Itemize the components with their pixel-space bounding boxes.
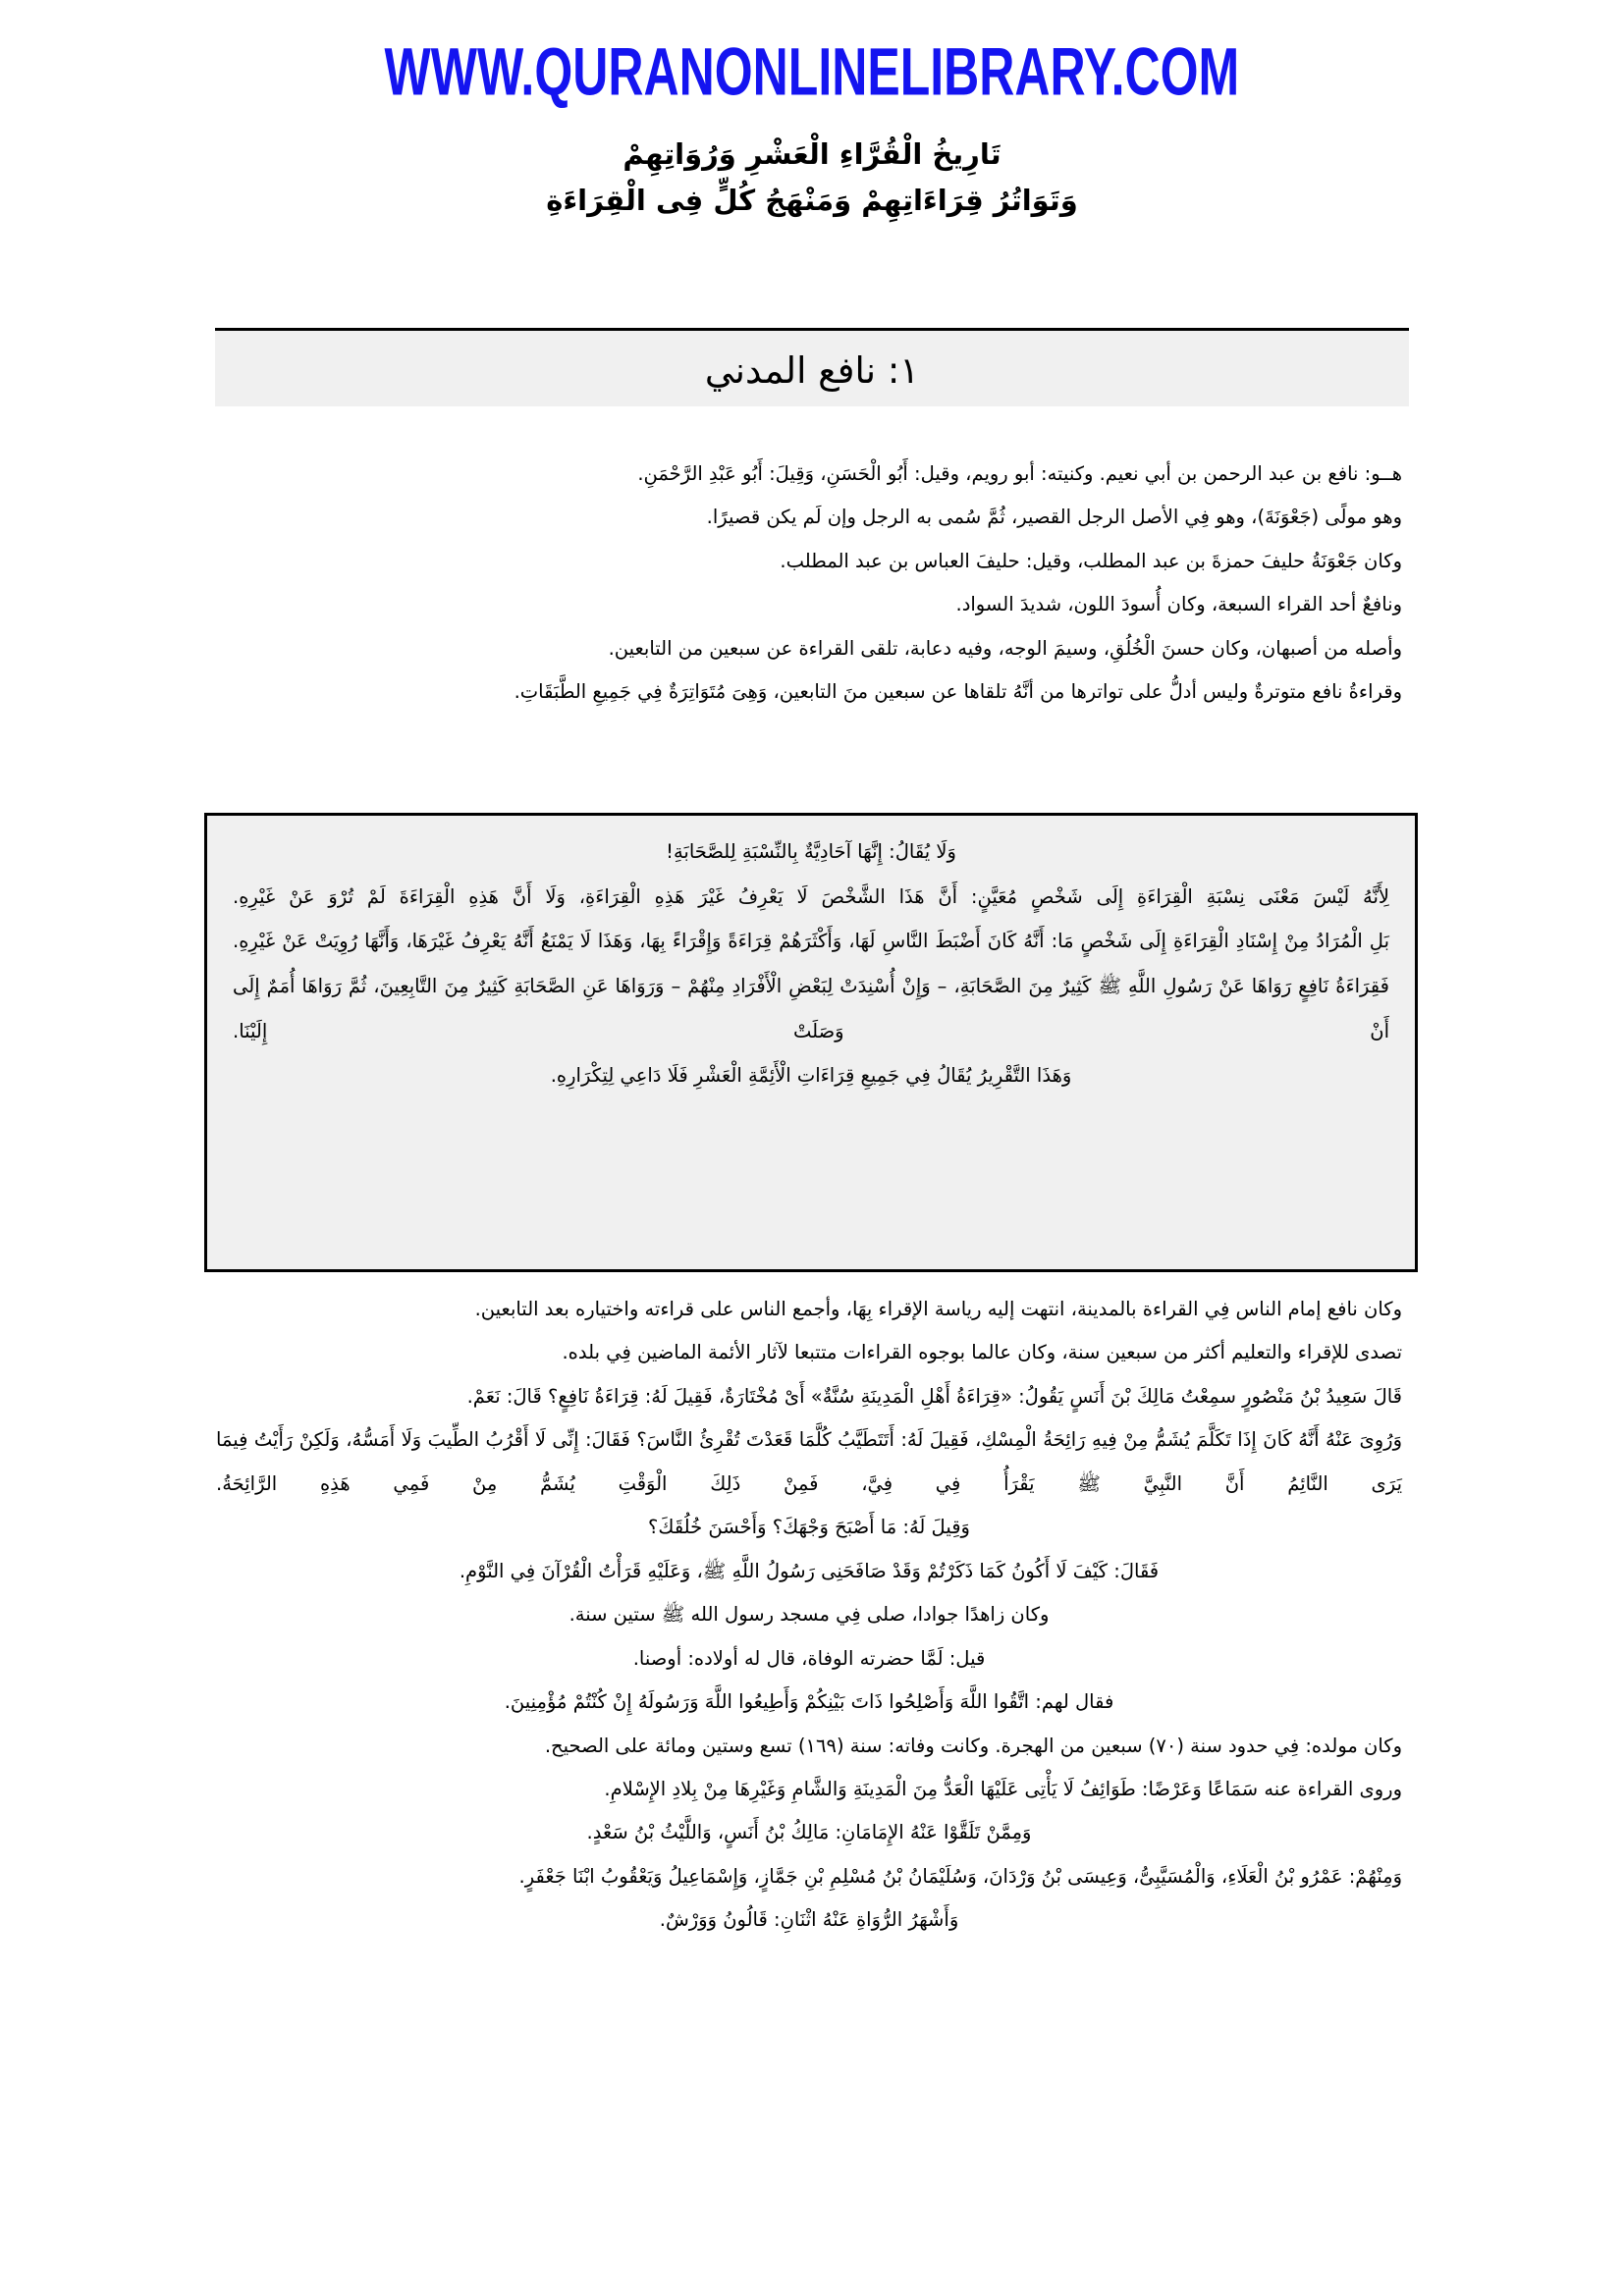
- paragraph: وَرُوِىَ عَنْهُ أَنَّهُ كَانَ إِذَا تَكَلَّمَ يُشَمُّ مِنْ فِيهِ رَائِحَةُ الْمِسْكِ، فَقِيلَ لَهُ: أَتَتَطَيَّبُ كُلَّمَا قَعَدْتَ تُقْرِئُ النَّاسَ؟ فَقَالَ: إِنِّى لَا أَقْرُبُ الطِّيبَ وَلَا أَمَسُّهُ، وَلَكِنْ رَأَيْتُ فِيمَا يَرَى النَّائِمُ أَنَّ النَّبِيَّ ﷺ يَقْرَأُ فِي فِيَّ، فَمِنْ ذَلِكَ الْوَقْتِ يُشَمُّ مِنْ فَمِي هَذِهِ الرَّائِحَةُ.: [216, 1428, 1402, 1495]
- paragraph: وَمِنْهُمْ: عَمْرُو بْنُ الْعَلَاءِ، وَالْمُسَيَّبِىُّ، وَعِيسَى بْنُ وَرْدَانَ، وَسُلَيْمَانُ بْنُ مُسْلِمِ بْنِ جَمَّازٍ، وَإِسْمَاعِيلُ وَيَعْقُوبُ ابْنَا جَعْفَرٍ.: [518, 1864, 1402, 1888]
- paragraph: وَقِيلَ لَهُ: مَا أَصْبَحَ وَجْهَكَ؟ وَأَحْسَنَ خُلُقَكَ؟: [648, 1516, 970, 1539]
- note-paragraph: وَهَذَا التَّقْرِيرُ يُقَالُ فِي جَمِيعِ قِرَاءَاتِ الْأَئِمَّةِ الْعَشْرِ فَلَا دَاعِي لِتِكْرَارِهِ.: [550, 1064, 1072, 1088]
- chapter-header-band: [215, 328, 1409, 406]
- paragraph: وقراءةُ نافع متوترةٌ وليس أدلُّ على تواترها من أنَّهُ تلقاها عن سبعين منَ التابعين، وَهِىَ مُتَوَاتِرَةٌ فِي جَمِيعِ الطَّبَقَاتِ.: [514, 680, 1402, 704]
- note-box-content: [207, 816, 1415, 1108]
- note-box: [204, 813, 1418, 1272]
- chapter-heading: ١: نافع المدني: [704, 349, 920, 392]
- paragraph: وكان نافع إمام الناس فِي القراءة بالمدينة، انتهت إليه رياسة الإقراء بِهَا، وأجمع الناس على قراءته واختياره بعد التابعين.: [474, 1298, 1402, 1320]
- note-paragraph: بَلِ الْمُرَادُ مِنْ إِسْنَادِ الْقِرَاءَةِ إِلَى شَخْصٍ مَا: أَنَّهُ كَانَ أَضْبَطَ النَّاسِ لَهَا، وَأَكْثَرَهُمْ قِرَاءَةً وَإِقْرَاءً بِهَا، وَهَذَا لَا يَمْنَعُ أَنَّهُ يَعْرِفُ غَيْرَهَا، وَأَنَّهَا رُوِيَتْ عَنْ غَيْرِهِ.: [233, 930, 1389, 953]
- paragraph: فقال لهم: اتَّقُوا اللَّهَ وَأَصْلِحُوا ذَاتَ بَيْنِكُمْ وَأَطِيعُوا اللَّهَ وَرَسُولَهُ إِنْ كُنْتُمْ مُؤْمِنِينَ.: [504, 1690, 1114, 1714]
- site-url-text: WWW.QURANONLINELIBRARY.COM: [384, 33, 1240, 110]
- document-title-line-1: تَارِيخُ الْقُرَّاءِ الْعَشْرِ وَرُوَاتِهِمْ: [623, 137, 1001, 171]
- paragraph: وكان زاهدًا جوادا، صلى فِي مسجد رسول الله ﷺ ستين سنة.: [568, 1603, 1050, 1627]
- note-paragraph: فَقِرَاءَةُ نَافِعٍ رَوَاهَا عَنْ رَسُولِ اللَّهِ ﷺ كَثِيرٌ مِنَ الصَّحَابَةِ، – وَإِنْ أُسْنِدَتْ لِبَعْضِ الْأَفْرَادِ مِنْهُمْ – وَرَوَاهَا عَنِ الصَّحَابَةِ كَثِيرٌ مِنَ التَّابِعِينَ، ثُمَّ رَوَاهَا أُمَمٌ إِلَى أَنْ وَصَلَتْ إِلَيْنَا.: [233, 974, 1389, 1042]
- paragraph: تصدى للإقراء والتعليم أكثر من سبعين سنة، وكان عالما بوجوه القراءات متتبعا لآثار الأئمة الماضين فِي بلده.: [562, 1341, 1402, 1364]
- paragraph: وهو مولًى (جَعْوَنَةَ)، وهو فِي الأصل الرجل القصير، ثُمَّ سُمى به الرجل وإن لَم يكن قصيرًا.: [706, 506, 1402, 529]
- paragraph: قَالَ سَعِيدُ بْنُ مَنْصُورٍ سمِعْتُ مَالِكَ بْنَ أَنَسٍ يَقُولُ: «قِرَاءَةُ أَهْلِ الْمَدِينَةِ سُنَّةٌ» أَىْ مُخْتَارَةٌ، فَقِيلَ لَهُ: قِرَاءَةُ نَافِعٍ؟ قَالَ: نَعَمْ.: [466, 1384, 1402, 1408]
- paragraph: قيل: لَمَّا حضرته الوفاة، قال له أولاده: أوصنا.: [632, 1646, 986, 1670]
- paragraph: وأصله من أصبهان، وكان حسنَ الْخُلُقِ، وسيمَ الوجه، وفيه دعابة، تلقى القراءة عن سبعين من التابعين.: [608, 636, 1402, 660]
- paragraph: وَمِمَّنْ تَلَقَّوْا عَنْهُ الإِمَامَانِ: مَالِكُ بْنُ أَنَسٍ، وَاللَّيْثُ بْنُ سَعْدٍ.: [586, 1821, 1032, 1844]
- intro-section: [216, 453, 1402, 715]
- paragraph: وروى القراءة عنه سَمَاعًا وَعَرْضًا: طَوَائِفُ لَا يَأْتِى عَلَيْهَا الْعَدُّ مِنَ الْمَدِينَةِ وَالشَّامِ وَغَيْرِهَا مِنْ بِلادِ الإِسْلامِ.: [604, 1777, 1402, 1800]
- document-title: [0, 132, 1624, 224]
- paragraph: ونافعٌ أحد القراء السبعة، وكان أُسودَ اللون، شديدَ السواد.: [955, 593, 1402, 616]
- paragraph: وكان جَعْوَنَةُ حليفَ حمزةَ بن عبد المطلب، وقيل: حليفَ العباس بن عبد المطلب.: [780, 549, 1402, 572]
- biography-section: [216, 1288, 1402, 1943]
- document-title-line-2: وَتَوَاتُرُ قِرَاءَاتِهِمْ وَمَنْهَجُ كُلٍّ فِى الْقِرَاءَةِ: [546, 183, 1078, 217]
- note-paragraph: وَلَا يُقَالُ: إِنَّهَا آحَادِيَّةٌ بِالنِّسْبَةِ لِلصَّحَابَةِ!: [666, 840, 956, 863]
- paragraph: فَقَالَ: كَيْفَ لَا أَكُونُ كَمَا ذَكَرْتُمْ وَقَدْ صَافَحَنِى رَسُولُ اللَّهِ ﷺ، وَعَلَيْهِ قَرَأْتُ الْقُرْآنَ فِي النَّوْمِ.: [459, 1559, 1160, 1582]
- paragraph: وَأَشْهَرُ الرُّوَاةِ عَنْهُ اثْنَانِ: قَالُونُ وَوَرْشٌ.: [659, 1908, 959, 1932]
- site-banner: [0, 33, 1624, 110]
- note-paragraph: لِأَنَّهُ لَيْسَ مَعْنَى نِسْبَةِ الْقِرَاءَةِ إِلَى شَخْصٍ مُعَيَّنٍ: أَنَّ هَذَا الشَّخْصَ لَا يَعْرِفُ غَيْرَ هَذِهِ الْقِرَاءَةِ، وَلَا أَنَّ هَذِهِ الْقِرَاءَةَ لَمْ تُرْوَ عَنْ غَيْرِهِ.: [233, 884, 1389, 908]
- paragraph: وكان مولده: فِي حدود سنة (٧٠) سبعين من الهجرة. وكانت وفاته: سنة (١٦٩) تسع وستين ومائة على الصحيح.: [544, 1734, 1402, 1757]
- paragraph: هــو: نافع بن عبد الرحمن بن أبي نعيم. وكنيته: أبو رويم، وقيل: أَبُو الْحَسَنِ، وَقِيلَ: أَبُو عَبْدِ الرَّحْمَنِ.: [637, 462, 1402, 485]
